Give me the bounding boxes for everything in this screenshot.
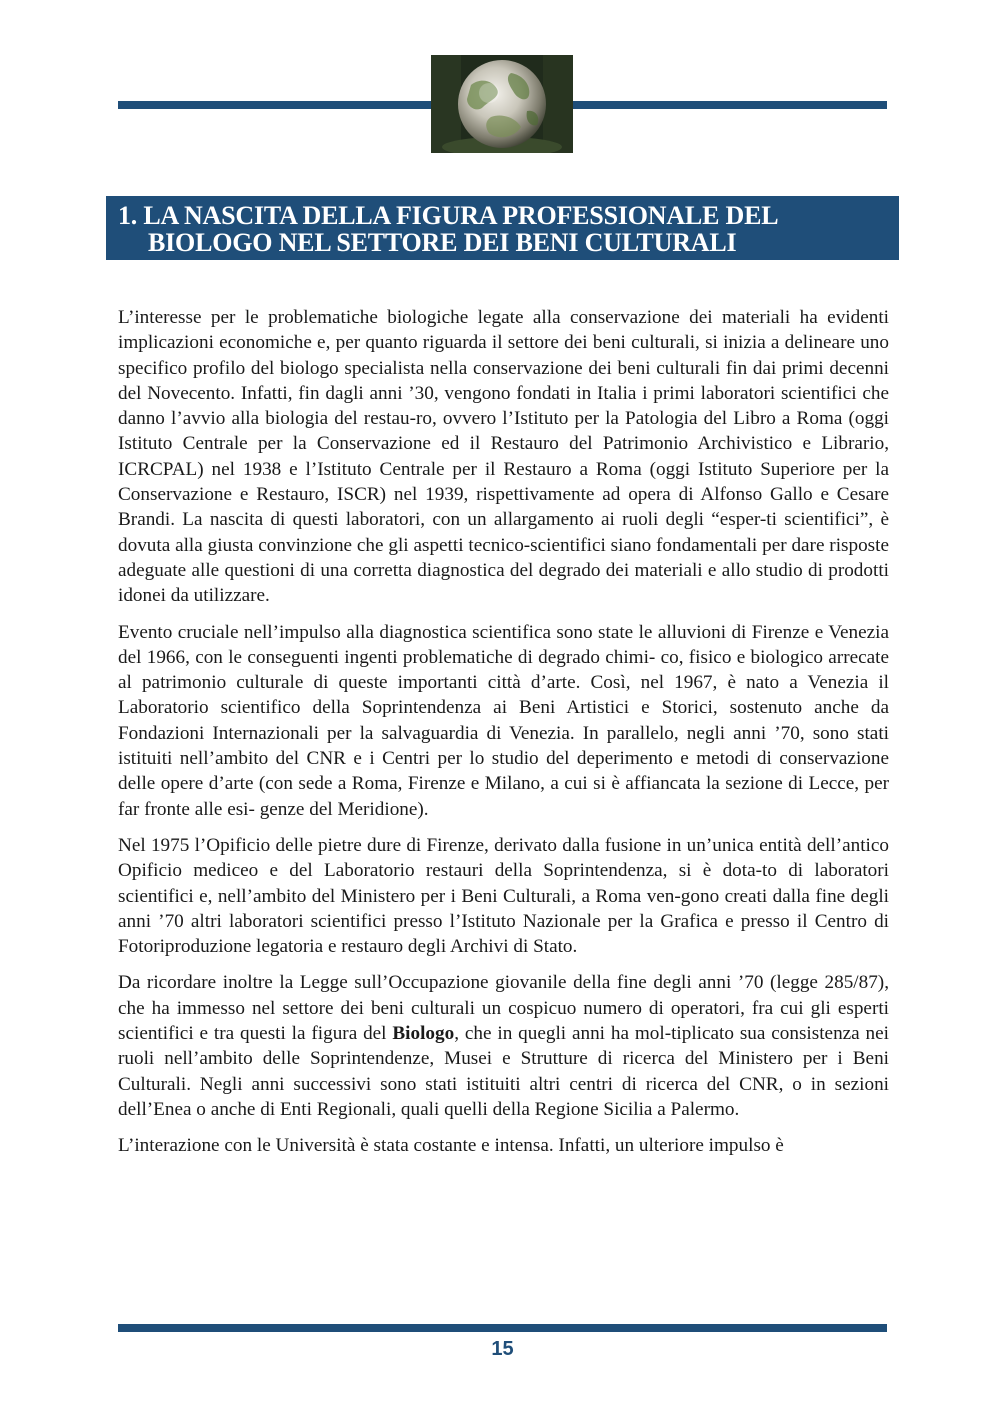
paragraph-4-part-1: Da ricordare inoltre la Legge sull’Occupazione giovanile della fine degli anni ’70 (legge 285/87), che ha immesso nel settore dei beni culturali un cospicuo numero di operatori, fra cui gli esperti scientifici e tra questi la figura del bbox=[118, 972, 889, 1045]
paragraph-4-part-2: , che in quegli anni ha mol-tiplicato sua consistenza nei ruoli nell’ambito delle Soprintendenze, Musei e Strutture di ricerca del Ministero per i Beni Culturali. Negli anni successivi sono stati istituiti altri centri di ricerca del CNR, o in sezioni dell’Enea o anche di Enti Regionali, quali quelli della Regione Sicilia a Palermo. bbox=[118, 1023, 889, 1120]
paragraph-5: L’interazione con le Università è stata costante e intensa. Infatti, un ulteriore impulso è bbox=[118, 1135, 784, 1157]
paragraph-1: L’interesse per le problematiche biologiche legate alla conservazione dei materiali ha evidenti implicazioni economiche e, per quanto riguarda il settore dei beni culturali, si inizia a delineare uno specifico profilo del biologo specialista nella conservazione dei beni culturali fin dai primi decenni del Novecento. Infatti, fin dagli anni ’30, vengono fondati in Italia i primi laboratori scientifici che danno l’avvio alla biologia del restau-ro, ovvero l’Istituto per la Patologia del Libro a Roma (oggi Istituto Centrale per la Conservazione ed il Restauro del Patrimonio Archivistico e Librario, ICRCPAL) nel 1938 e l’Istituto Centrale per il Restauro a Roma (oggi Istituto Superiore per la Conservazione e Restauro, ISCR) nel 1939, rispettivamente ad opera di Alfonso Gallo e Cesare Brandi. La nascita di questi laboratori, con un allargamento ai ruoli degli “esper-ti scientifici”, è dovuta alla giusta convinzione che gli aspetti tecnico-scientifici siano fondamentali per dare risposte adeguate alle questioni di una corretta diagnostica del degrado dei materiali e allo studio di prodotti idonei da utilizzare. bbox=[118, 307, 889, 607]
chapter-title-line-1: 1. LA NASCITA DELLA FIGURA PROFESSIONALE DEL bbox=[118, 201, 779, 230]
globe-photo-icon bbox=[431, 55, 573, 153]
body-text bbox=[118, 305, 889, 1170]
paragraph-4-bold-term: Biologo bbox=[392, 1023, 455, 1045]
paragraph-2: Evento cruciale nell’impulso alla diagnostica scientifica sono state le alluvioni di Firenze e Venezia del 1966, con le conseguenti ingenti problematiche di degrado chimi- co, fisico e biologico arrecate al patrimonio culturale di queste importanti città d’arte. Così, nel 1967, è nato a Venezia il Laboratorio scientifico della Soprintendenza ai Beni Artistici e Storici, sostenuto anche da Fondazioni Internazionali per la salvaguardia di Venezia. In parallelo, negli anni ’70, sono stati istituiti nell’ambito del CNR e i Centri per lo studio del deperimento e metodi di conservazione delle opere d’arte (con sede a Roma, Firenze e Milano, a cui si è affiancata la sezione di Lecce, per far fronte alle esi- genze del Meridione). bbox=[118, 621, 889, 820]
globe-sculpture-image bbox=[431, 55, 573, 153]
footer-rule bbox=[118, 1324, 887, 1332]
paragraph-3: Nel 1975 l’Opificio delle pietre dure di Firenze, derivato dalla fusione in un’unica entità dell’antico Opificio mediceo e del Laboratorio restauri della Soprintendenza, si è dota-to di laboratori scientifici e, nell’ambito del Ministero per i Beni Culturali, a Roma ven-gono creati dalla fine degli anni ’70 altri laboratori scientifici presso l’Istituto Nazionale per la Grafica e presso il Centro di Fotoriproduzione legatoria e restauro degli Archivi di Stato. bbox=[118, 834, 889, 958]
paragraph-4 bbox=[118, 970, 889, 1122]
chapter-title-line-2: BIOLOGO NEL SETTORE DEI BENI CULTURALI bbox=[148, 228, 737, 257]
chapter-title-banner bbox=[106, 196, 899, 260]
page-number: 15 bbox=[491, 1338, 514, 1360]
